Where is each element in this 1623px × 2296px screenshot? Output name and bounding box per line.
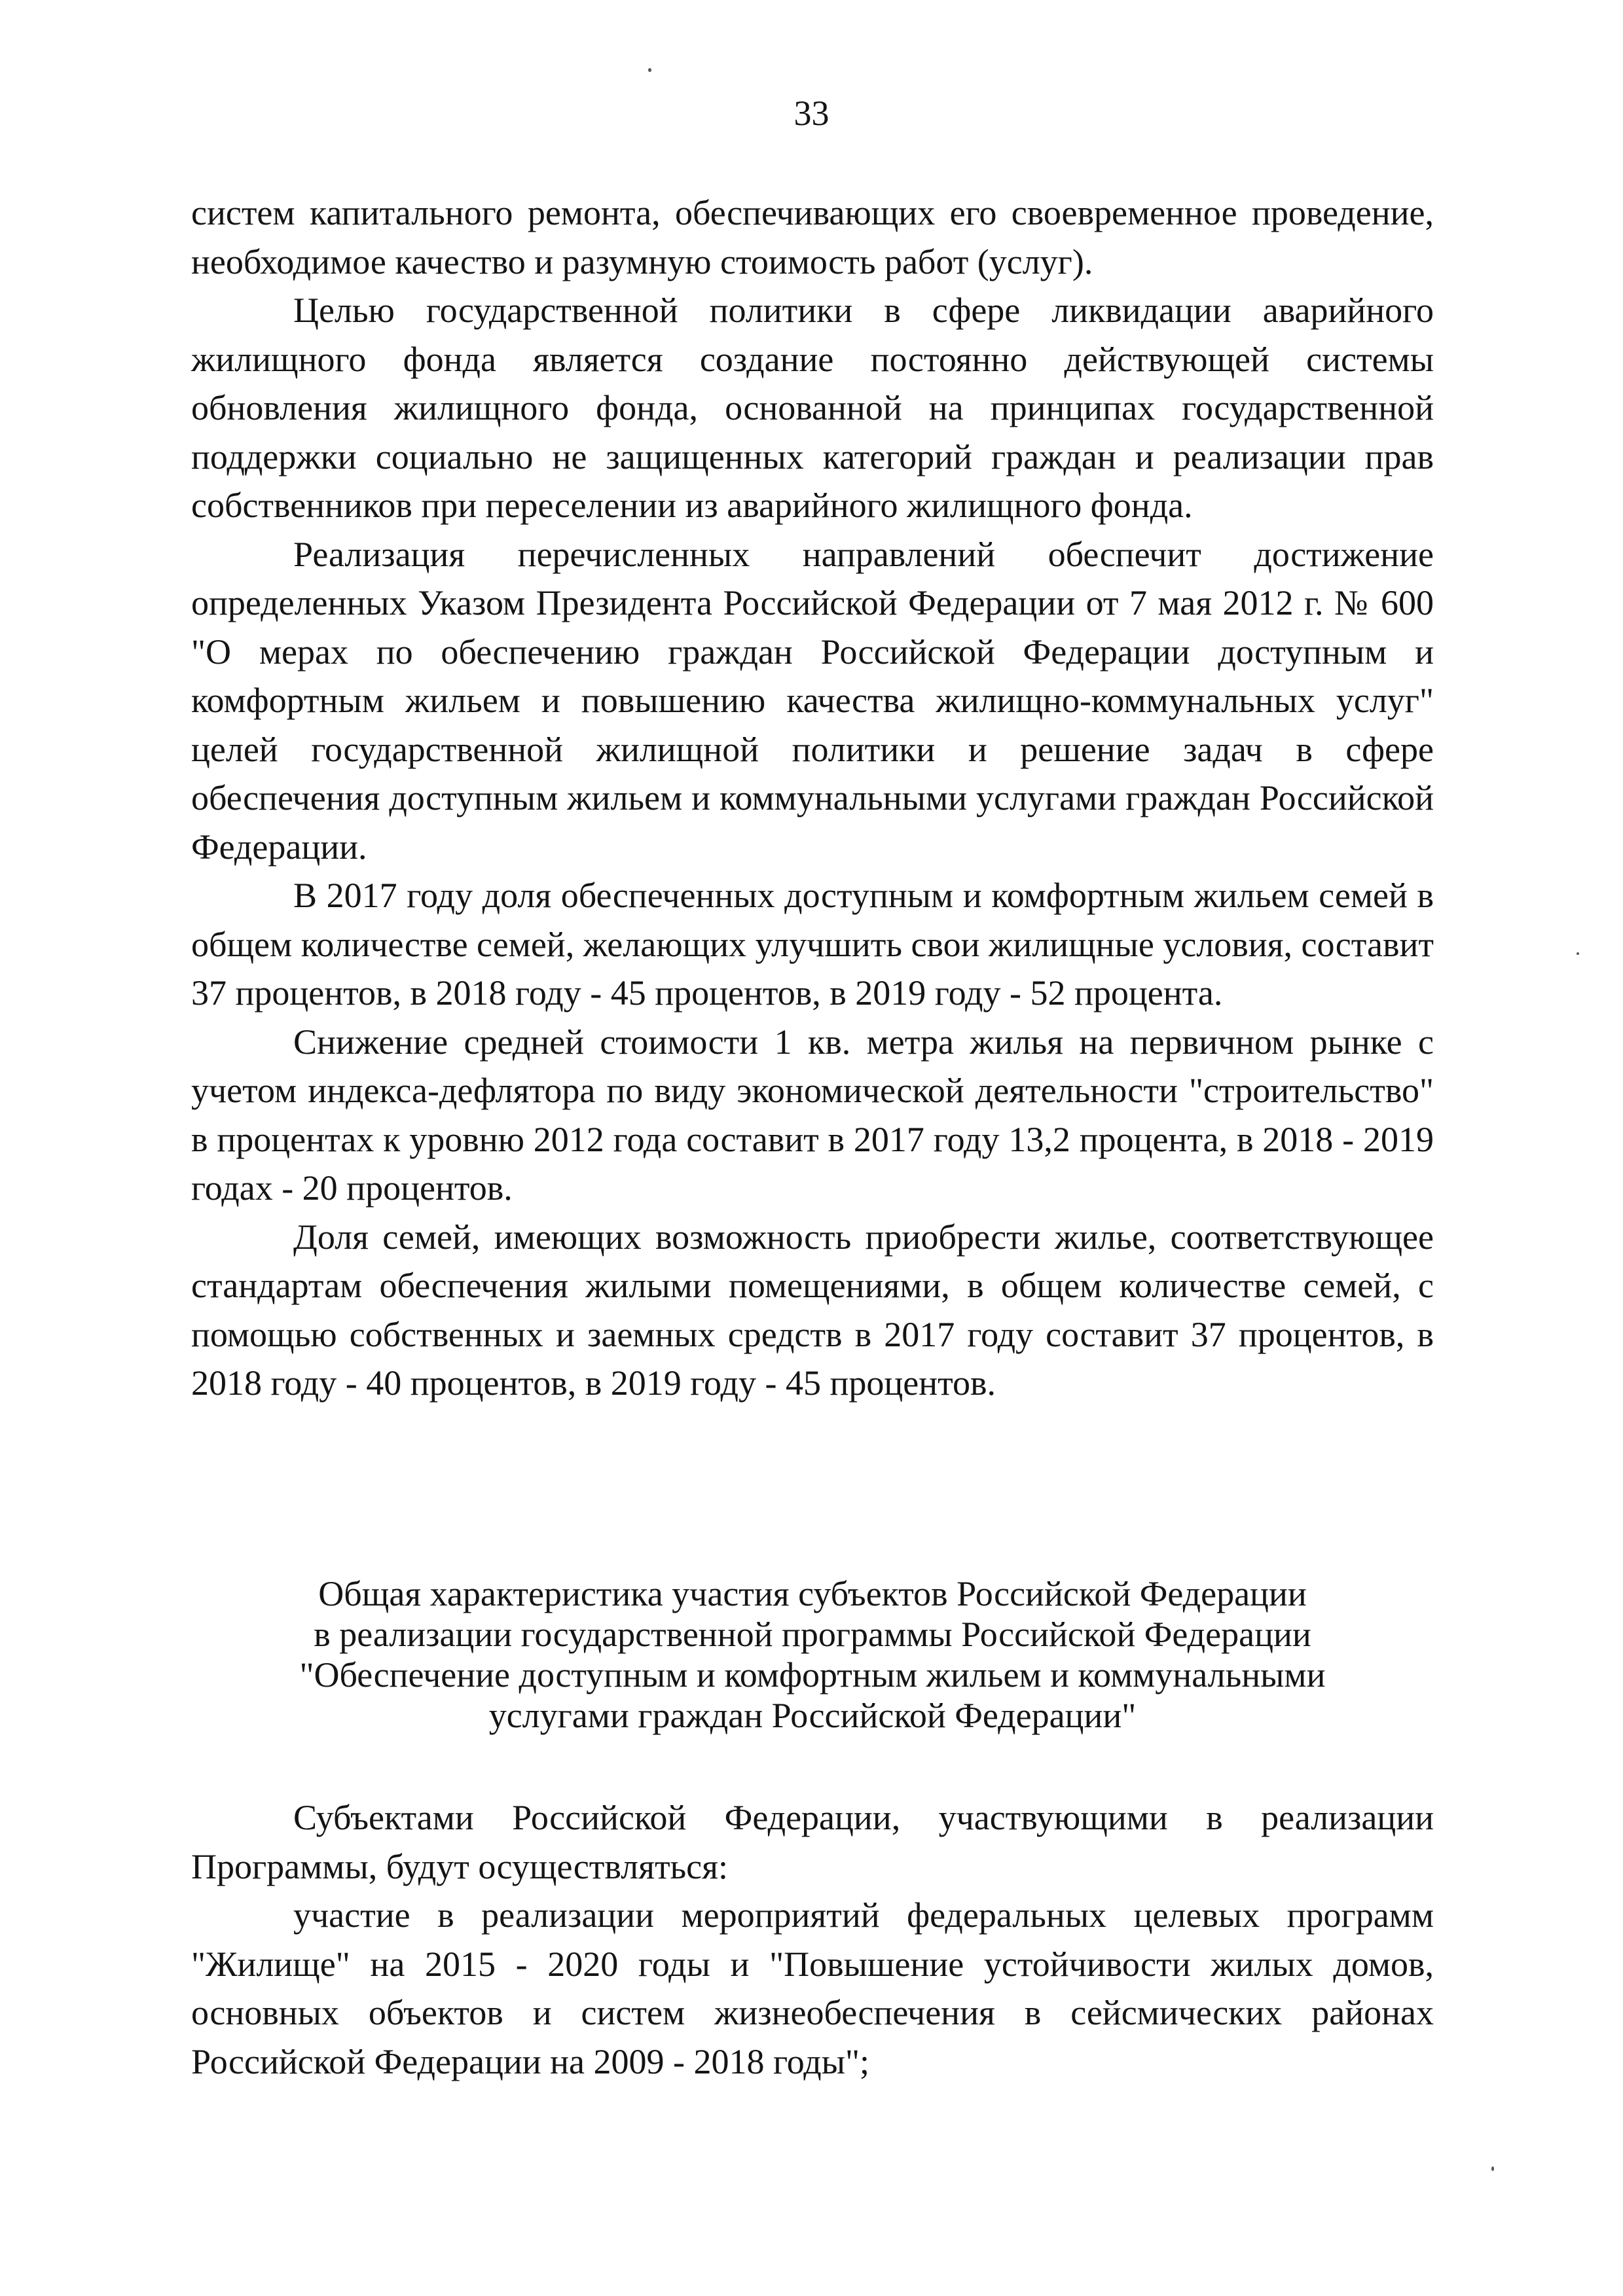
paragraph: Снижение средней стоимости 1 кв. метра жилья на первичном рынке с учетом индекса-дефлятора по виду экономической деятельности "строительство" в процентах к уровню 2012 года составит в 2017 году 13,2 процента, в 2018 - 2019 годах - 20 процентов. bbox=[191, 1022, 1434, 1208]
paragraph: участие в реализации мероприятий федеральных целевых программ "Жилище" на 2015 - 2020 годы и "Повышение устойчивости жилых домов, основных объектов и систем жизнеобеспечения в сейсмических районах Российской Федерации на 2009 - 2018 годы"; bbox=[191, 1895, 1434, 2081]
section-heading-line: услугами граждан Российской Федерации" bbox=[488, 1696, 1137, 1735]
scan-speck bbox=[1491, 2166, 1494, 2171]
paragraph: В 2017 году доля обеспеченных доступным и комфортным жильем семей в общем количестве семей, желающих улучшить свои жилищные условия, составит 37 процентов, в 2018 году - 45 процентов, в 2019 году - 52 процента. bbox=[191, 876, 1434, 1013]
section-heading-line: в реализации государственной программы Российской Федерации bbox=[314, 1615, 1311, 1654]
section-heading bbox=[191, 1573, 1434, 1736]
section-heading-line: Общая характеристика участия субъектов Российской Федерации bbox=[318, 1574, 1307, 1613]
paragraph: Доля семей, имеющих возможность приобрести жилье, соответствующее стандартам обеспечения жилыми помещениями, в общем количестве семей, с помощью собственных и заемных средств в 2017 году составит 37 процентов, в 2018 году - 40 процентов, в 2019 году - 45 процентов. bbox=[191, 1217, 1434, 1403]
section-heading-line: "Обеспечение доступным и комфортным жильем и коммунальными bbox=[299, 1655, 1326, 1695]
body-text-bottom bbox=[191, 1793, 1434, 2086]
paragraph: Реализация перечисленных направлений обеспечит достижение определенных Указом Президента Российской Федерации от 7 мая 2012 г. № 600 "О мерах по обеспечению граждан Российской Федерации доступным и комфортным жильем и повышению качества жилищно-коммунальных услуг" целей государственной жилищной политики и решение задач в сфере обеспечения доступным жильем и коммунальными услугами граждан Российской Федерации. bbox=[191, 534, 1434, 867]
scan-speck bbox=[648, 68, 651, 72]
page-number: 33 bbox=[793, 94, 830, 133]
paragraph: Субъектами Российской Федерации, участвующими в реализации Программы, будут осуществляться: bbox=[191, 1798, 1434, 1886]
scan-speck bbox=[1577, 952, 1579, 955]
paragraph: систем капитального ремонта, обеспечивающих его своевременное проведение, необходимое качество и разумную стоимость работ (услуг). bbox=[191, 193, 1434, 281]
body-text-top bbox=[191, 188, 1434, 1408]
paragraph: Целью государственной политики в сфере ликвидации аварийного жилищного фонда является создание постоянно действующей системы обновления жилищного фонда, основанной на принципах государственной поддержки социально не защищенных категорий граждан и реализации прав собственников при переселении из аварийного жилищного фонда. bbox=[191, 291, 1434, 525]
